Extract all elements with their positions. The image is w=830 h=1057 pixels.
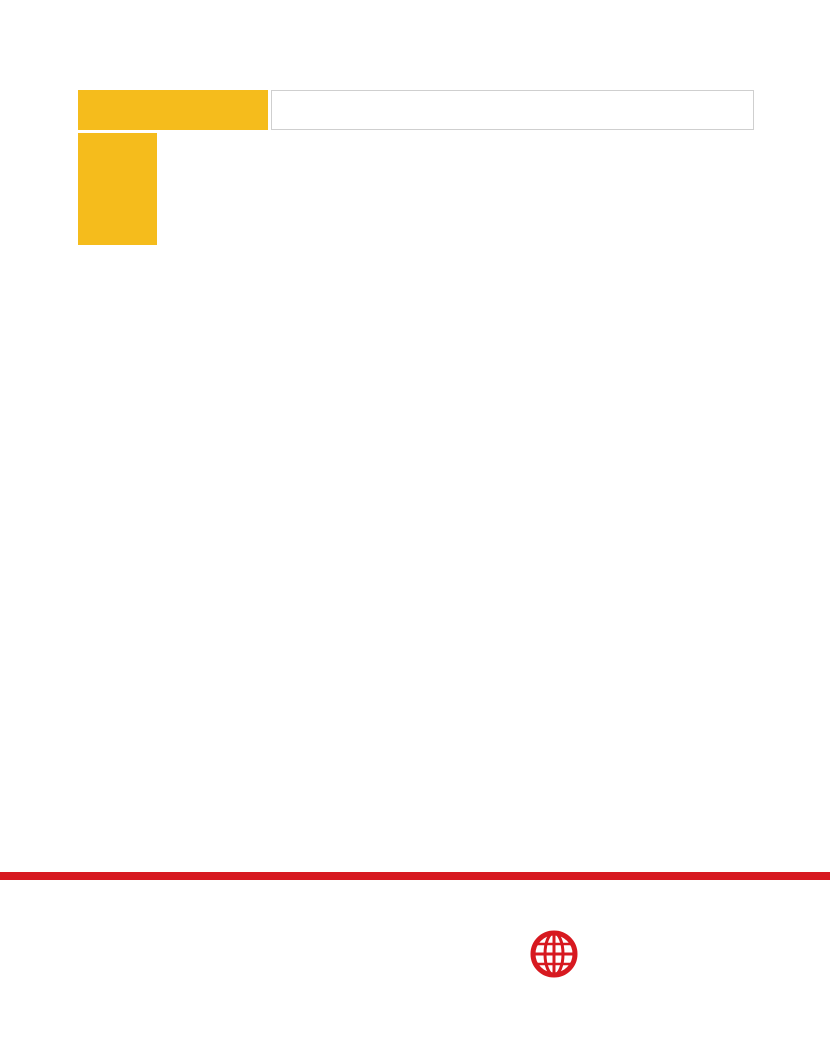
spec-value xyxy=(271,90,754,130)
sensor-label xyxy=(78,133,157,245)
kolida-logo xyxy=(528,930,798,1035)
sensor-group xyxy=(78,133,754,245)
logo-wordmark xyxy=(528,930,580,978)
spec-table xyxy=(78,87,754,248)
footer-red-band xyxy=(0,872,830,880)
spec-label xyxy=(78,90,268,130)
sensor-rows xyxy=(160,133,754,245)
globe-icon xyxy=(530,930,578,978)
spec-row-control xyxy=(78,90,754,130)
